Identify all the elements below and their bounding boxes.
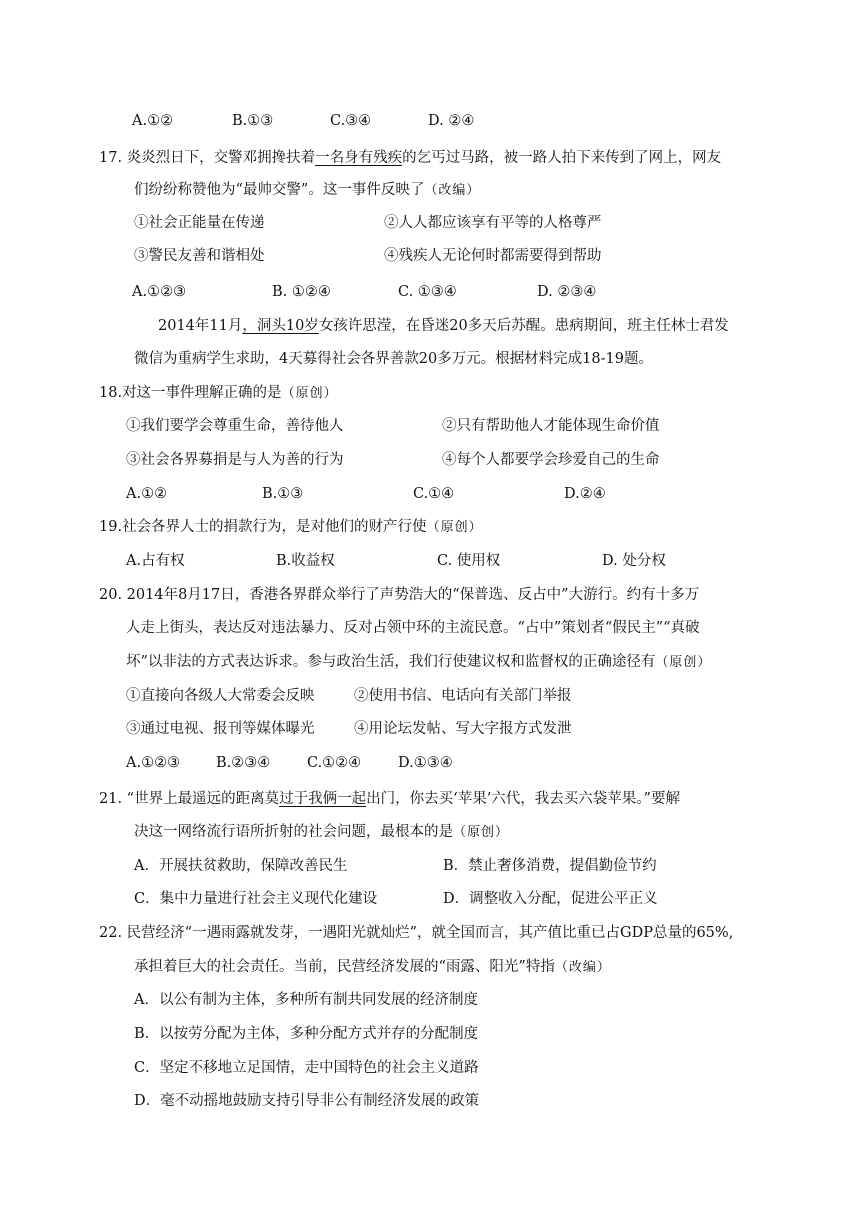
q20-stem-line1 bbox=[99, 585, 699, 605]
q18-option-d: D.②④ bbox=[564, 486, 606, 502]
q17-underlined-text: 一名身有残疾 bbox=[315, 150, 403, 166]
q21-option-a: A．开展扶贫救助，保障改善民生 bbox=[134, 858, 348, 874]
q18-source-note: （原创） bbox=[281, 386, 338, 401]
q20-item-3: ③通过电视、报刊等媒体曝光 bbox=[126, 721, 315, 737]
q19-option-c: C. 使用权 bbox=[437, 553, 501, 569]
q19-number: 19. bbox=[99, 519, 123, 535]
q18-item-4: ④每个人都要学会珍爱自己的生命 bbox=[442, 452, 660, 468]
q19-option-b: B.收益权 bbox=[276, 553, 335, 569]
q17-number: 17. bbox=[99, 150, 123, 166]
q21-underlined-text: 过于我俩一起 bbox=[279, 791, 367, 807]
q22-option-d: D．毫不动摇地鼓励支持引导非公有制经济发展的政策 bbox=[134, 1093, 480, 1109]
q19-stem bbox=[99, 517, 483, 538]
q20-text-line1: 2014年8月17日，香港各界群众举行了声势浩大的“保普选、反占中”大游行。约有十多万 bbox=[126, 587, 700, 603]
q20-option-b: B.②③④ bbox=[216, 755, 271, 771]
q22-source-note: （改编） bbox=[554, 960, 611, 975]
q21-option-b: B．禁止奢侈消费，提倡勤俭节约 bbox=[443, 858, 657, 874]
q18-option-a: A.①② bbox=[126, 486, 168, 502]
q20-text-line3: 坏”以非法的方式表达诉求。参与政治生活，我们行使建议权和监督权的正确途径有 bbox=[126, 654, 656, 670]
q19-option-d: D. 处分权 bbox=[602, 553, 666, 569]
q20-item-1: ①直接向各级人大常委会反映 bbox=[126, 688, 315, 704]
q17-option-d: D. ②③④ bbox=[537, 284, 597, 300]
q21-text-cont: 出门，你去买‘苹果’六代，我去买六袋苹果。”要解 bbox=[366, 791, 680, 807]
material-line1 bbox=[158, 316, 729, 336]
q17-item-3: ③警民友善和谐相处 bbox=[134, 248, 265, 264]
q18-text: 对这一事件理解正确的是 bbox=[122, 385, 282, 401]
q20-option-c: C.①②④ bbox=[307, 755, 362, 771]
q22-stem-line2 bbox=[134, 957, 611, 978]
q16-option-b: B.①③ bbox=[232, 113, 274, 129]
q22-stem-line1 bbox=[99, 923, 733, 943]
q16-option-d: D. ②④ bbox=[428, 113, 475, 129]
q18-stem bbox=[99, 383, 338, 404]
material-text: 女孩许思滢，在昏迷20多天后苏醒。患病期间，班主任林士君发 bbox=[318, 318, 729, 334]
q17-source-note: （改编） bbox=[424, 183, 481, 198]
q20-stem-line2: 人走上街头，表达反对违法暴力、反对占领中环的主流民意。“占中”策划者“假民主”“真破 bbox=[126, 620, 700, 636]
q19-source-note: （原创） bbox=[426, 520, 483, 535]
q18-number: 18. bbox=[99, 385, 123, 401]
q21-stem-line1 bbox=[99, 789, 680, 809]
q21-stem-line2 bbox=[134, 822, 509, 843]
q17-option-a: A.①②③ bbox=[132, 284, 187, 300]
q17-option-c: C. ①③④ bbox=[398, 284, 457, 300]
material-line2: 微信为重病学生求助，4天募得社会各界善款20多万元。根据材料完成18-19题。 bbox=[134, 351, 653, 367]
q20-source-note: （原创） bbox=[655, 655, 712, 670]
q17-item-2: ②人人都应该享有平等的人格尊严 bbox=[384, 215, 602, 231]
q20-number: 20. bbox=[99, 587, 123, 603]
material-underlined-text: ，洞头10岁 bbox=[242, 318, 319, 334]
q21-number: 21. bbox=[99, 791, 123, 807]
q19-option-a: A.占有权 bbox=[126, 553, 185, 569]
q17-text-line2: 们纷纷称赞他为“最帅交警”。这一事件反映了 bbox=[134, 182, 425, 198]
q17-text-cont: 的乞丐过马路，被一路人拍下来传到了网上，网友 bbox=[402, 150, 722, 166]
q22-number: 22. bbox=[99, 925, 123, 941]
q20-option-d: D.①③④ bbox=[398, 755, 453, 771]
q22-text-line2: 承担着巨大的社会责任。当前，民营经济发展的“雨露、阳光”特指 bbox=[134, 959, 555, 975]
q18-option-b: B.①③ bbox=[262, 486, 304, 502]
q20-item-2: ②使用书信、电话向有关部门举报 bbox=[354, 688, 572, 704]
q22-text-line1: 民营经济“一遇雨露就发芽，一遇阳光就灿烂”，就全国而言，其产值比重已占GDP总量的65%, bbox=[126, 925, 734, 941]
q16-option-a: A.①② bbox=[132, 113, 174, 129]
q21-option-c: C．集中力量进行社会主义现代化建设 bbox=[134, 891, 378, 907]
q16-option-c: C.③④ bbox=[330, 113, 372, 129]
q17-stem-line2 bbox=[134, 180, 480, 201]
q22-option-a: A．以公有制为主体，多种所有制共同发展的经济制度 bbox=[134, 992, 478, 1008]
q19-text: 社会各界人士的捐款行为，是对他们的财产行使 bbox=[122, 519, 427, 535]
q20-item-4: ④用论坛发帖、写大字报方式发泄 bbox=[354, 721, 572, 737]
q22-option-b: B．以按劳分配为主体，多种分配方式并存的分配制度 bbox=[134, 1026, 479, 1042]
q21-option-d: D．调整收入分配，促进公平正义 bbox=[443, 891, 658, 907]
q17-stem-line1 bbox=[99, 148, 721, 168]
material-date: 2014年11月 bbox=[158, 318, 243, 334]
q17-item-4: ④残疾人无论何时都需要得到帮助 bbox=[384, 248, 602, 264]
q21-text: “世界上最遥远的距离莫 bbox=[126, 791, 280, 807]
q18-option-c: C.①④ bbox=[413, 486, 455, 502]
q17-option-b: B. ①②④ bbox=[272, 284, 331, 300]
q18-item-2: ②只有帮助他人才能体现生命价值 bbox=[442, 418, 660, 434]
q17-item-1: ①社会正能量在传递 bbox=[134, 215, 265, 231]
q21-source-note: （原创） bbox=[453, 825, 510, 840]
q20-stem-line3 bbox=[126, 652, 711, 673]
q21-text-line2: 决这一网络流行语所折射的社会问题，最根本的是 bbox=[134, 824, 453, 840]
q22-option-c: C．坚定不移地立足国情，走中国特色的社会主义道路 bbox=[134, 1060, 479, 1076]
q20-option-a: A.①②③ bbox=[126, 755, 181, 771]
q17-text: 炎炎烈日下，交警邓拥搀扶着 bbox=[126, 150, 316, 166]
q18-item-1: ①我们要学会尊重生命，善待他人 bbox=[126, 418, 344, 434]
q18-item-3: ③社会各界募捐是与人为善的行为 bbox=[126, 452, 344, 468]
